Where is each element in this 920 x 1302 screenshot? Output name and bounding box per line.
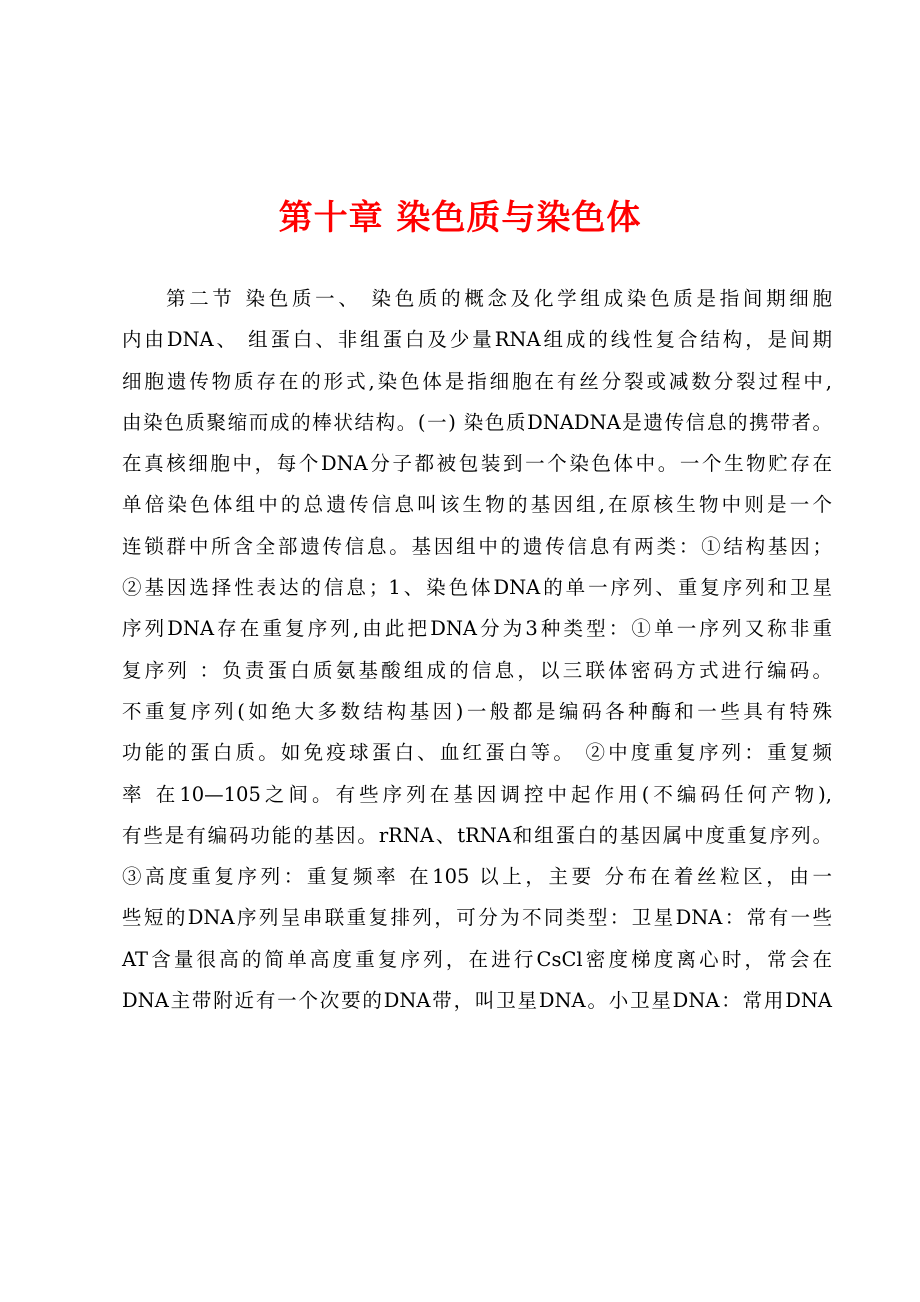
text-line: 功能的蛋白质。如免疫球蛋白、血红蛋白等。 ②中度重复序列：重复频 — [122, 741, 832, 765]
body-paragraph — [122, 278, 832, 1021]
text-line: ②基因选择性表达的信息；1、染色体DNA的单一序列、重复序列和卫星 — [122, 576, 832, 600]
text-line: 由染色质聚缩而成的棒状结构。(一) 染色质DNADNA是遗传信息的携带者。 — [122, 410, 832, 434]
text-line: 细胞遗传物质存在的形式,染色体是指细胞在有丝分裂或减数分裂过程中, — [122, 369, 832, 393]
text-line: 在真核细胞中，每个DNA分子都被包装到一个染色体中。一个生物贮存在 — [122, 452, 832, 476]
text-line: 不重复序列(如绝大多数结构基因)一般都是编码各种酶和一些具有特殊 — [122, 699, 832, 723]
text-line: ③高度重复序列：重复频率 在105 以上，主要 分布在着丝粒区，由一 — [122, 865, 832, 889]
text-line: 率 在10—105之间。有些序列在基因调控中起作用(不编码任何产物), — [122, 782, 832, 806]
text-line: 单倍染色体组中的总遗传信息叫该生物的基因组,在原核生物中则是一个 — [122, 493, 832, 517]
chapter-title: 第十章 染色质与染色体 — [278, 198, 642, 238]
text-line: 内由DNA、 组蛋白、非组蛋白及少量RNA组成的线性复合结构，是间期 — [122, 328, 832, 352]
text-line: 些短的DNA序列呈串联重复排列，可分为不同类型：卫星DNA：常有一些 — [122, 906, 832, 930]
text-line: 有些是有编码功能的基因。rRNA、tRNA和组蛋白的基因属中度重复序列。 — [122, 823, 832, 847]
text-line: 第二节 染色质一、 染色质的概念及化学组成染色质是指间期细胞 — [166, 287, 832, 310]
text-line: 连锁群中所含全部遗传信息。基因组中的遗传信息有两类：①结构基因； — [122, 534, 832, 558]
text-line: AT含量很高的简单高度重复序列，在进行CsCl密度梯度离心时，常会在 — [122, 947, 832, 971]
text-line: 复序列 ：负责蛋白质氨基酸组成的信息，以三联体密码方式进行编码。 — [122, 658, 832, 682]
text-line: DNA主带附近有一个次要的DNA带，叫卫星DNA。小卫星DNA：常用DNA — [122, 989, 832, 1013]
text-line: 序列DNA存在重复序列,由此把DNA分为3种类型：①单一序列又称非重 — [122, 617, 832, 641]
